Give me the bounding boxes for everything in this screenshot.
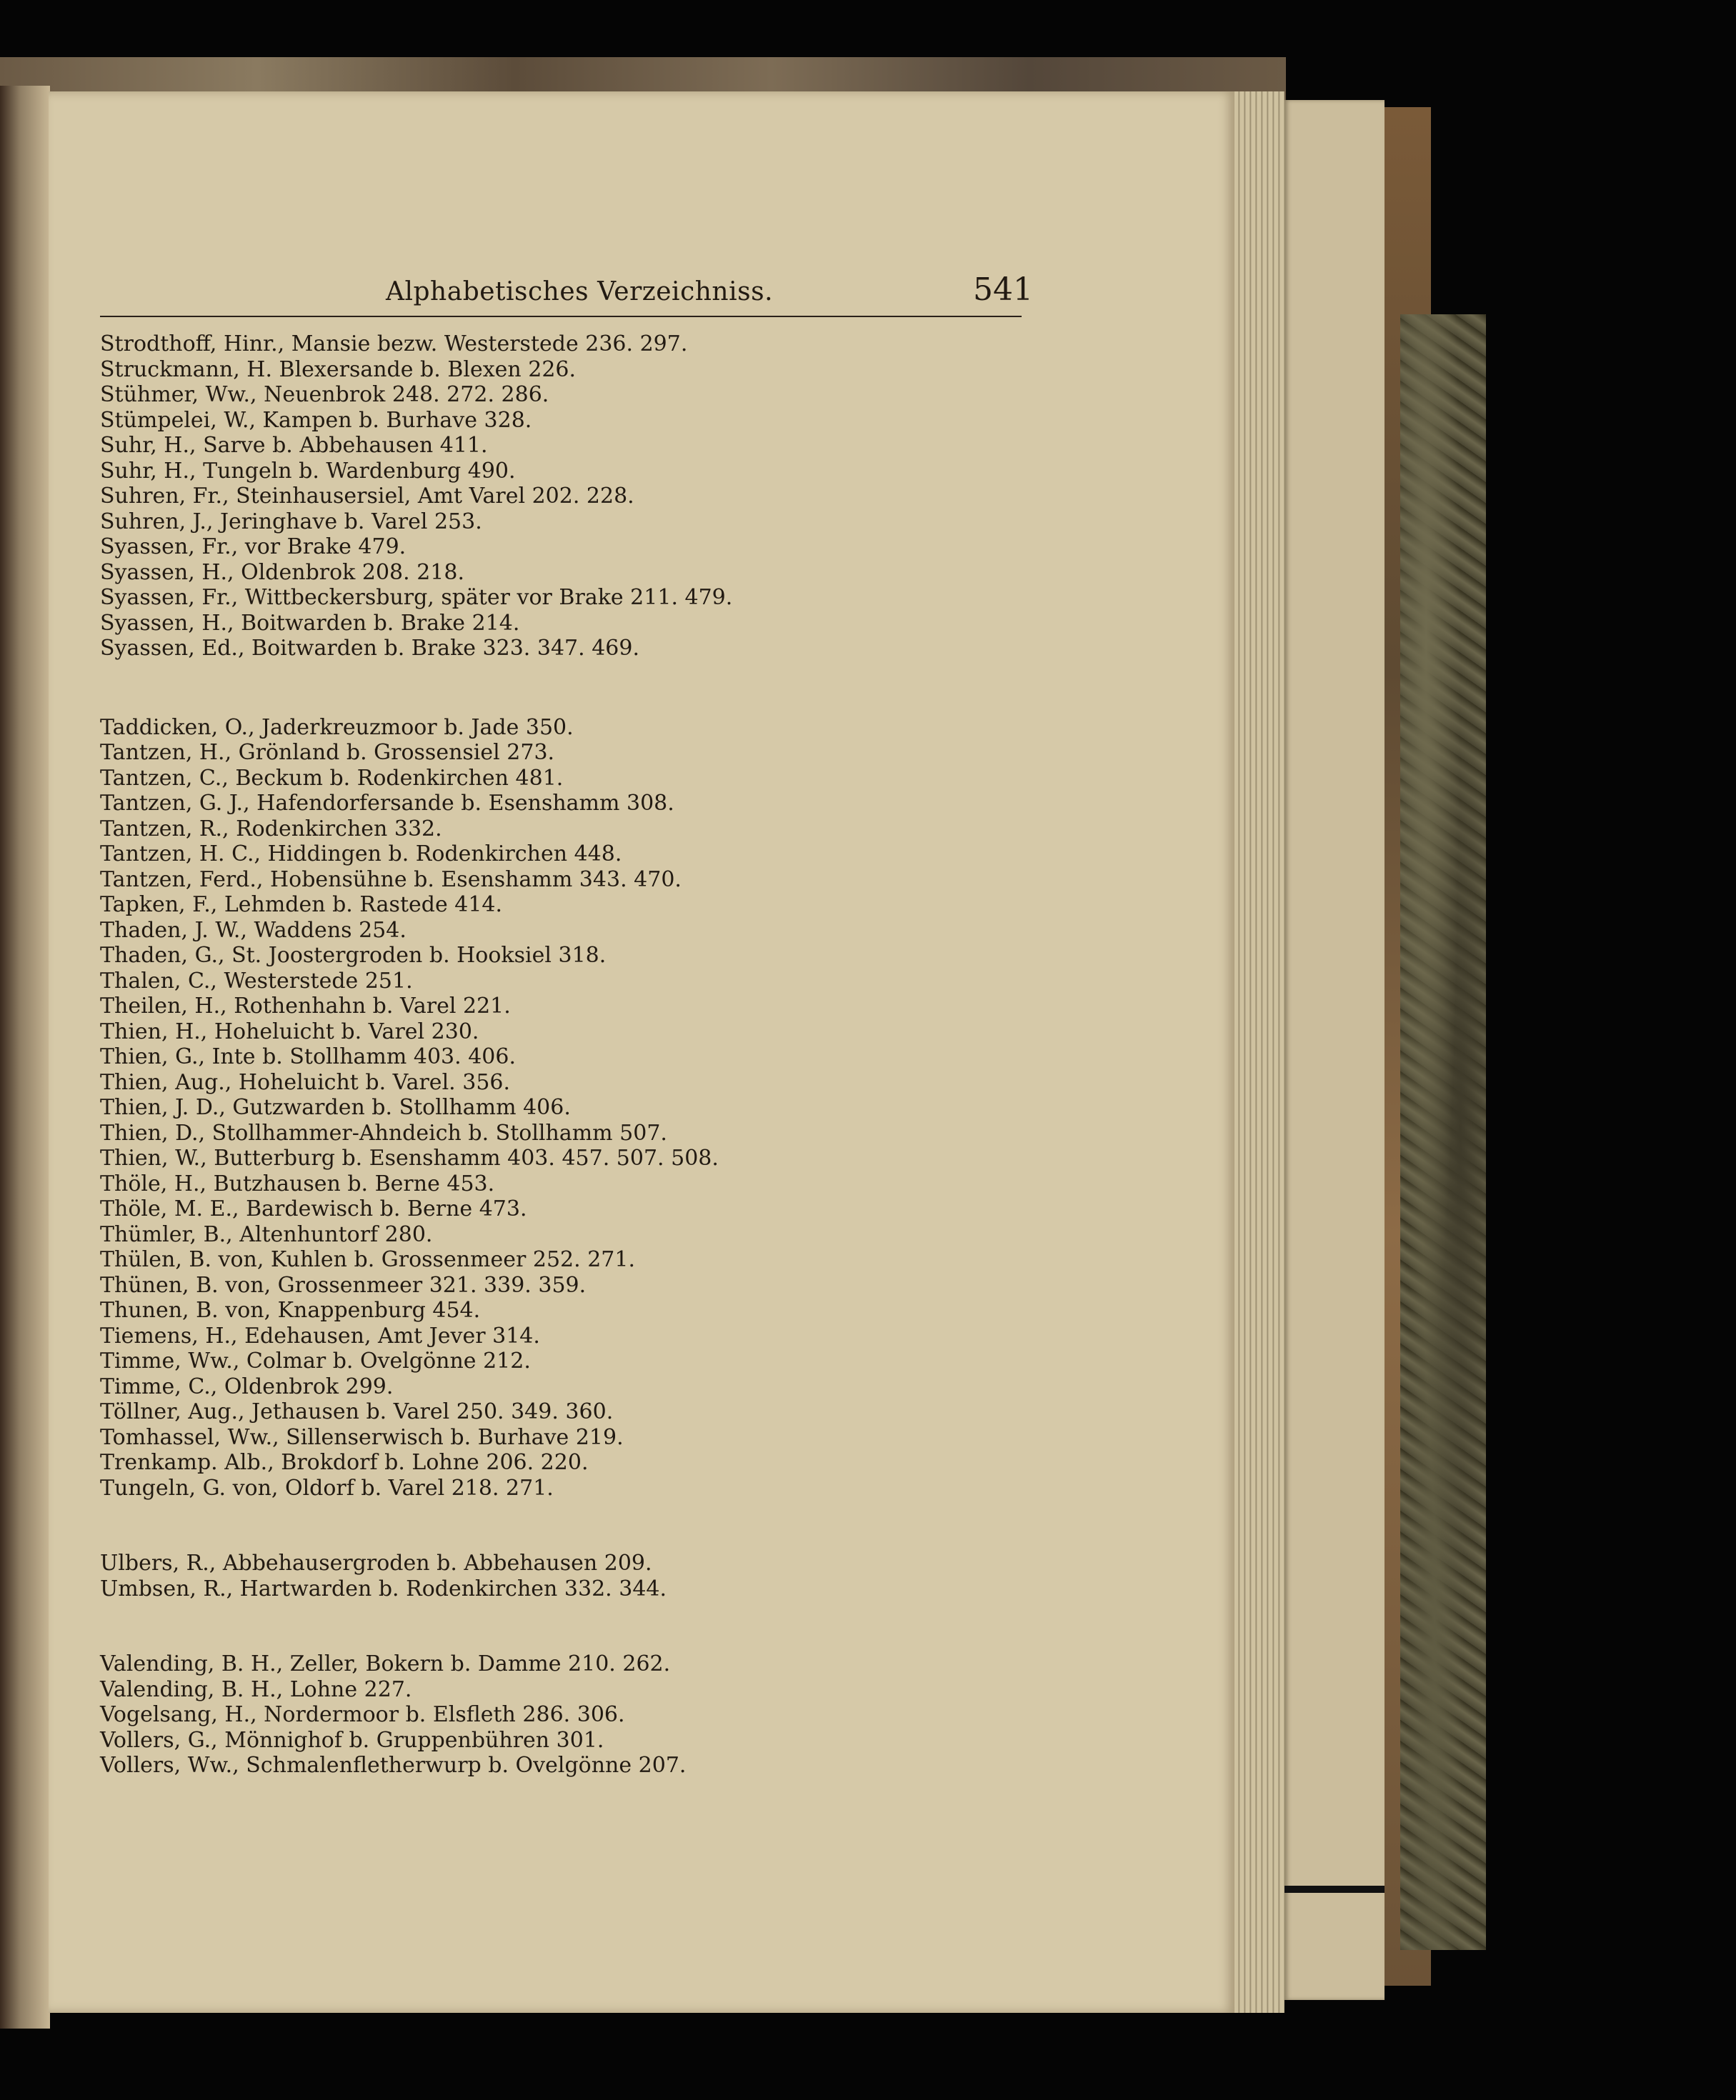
index-entry: Stühmer, Ww., Neuenbrok 248. 272. 286. [100,382,549,407]
section-s [100,331,1029,661]
index-entry: Vollers, G., Mönnighof b. Gruppenbühren 301. [100,1727,604,1753]
index-entry: Thien, W., Butterburg b. Esenshamm 403. 457. 507. 508. [100,1146,719,1171]
index-entry: Timme, Ww., Colmar b. Ovelgönne 212. [100,1349,531,1374]
left-page-edge [0,86,50,2029]
index-entry: Thien, Aug., Hoheluicht b. Varel. 356. [100,1069,511,1095]
index-entry: Taddicken, O., Jaderkreuzmoor b. Jade 350. [100,714,574,740]
index-entry: Tantzen, Ferd., Hobensühne b. Esenshamm 343. 470. [100,866,682,892]
header-rule [100,316,1022,317]
index-entry: Strodthoff, Hinr., Mansie bezw. Westerstede 236. 297. [100,331,688,356]
index-entry: Trenkamp. Alb., Brokdorf b. Lohne 206. 220. [100,1450,589,1475]
index-entry: Vogelsang, H., Nordermoor b. Elsfleth 286. 306. [100,1702,625,1727]
index-entry: Thöle, H., Butzhausen b. Berne 453. [100,1171,495,1196]
running-header [100,271,1033,313]
index-entry: Tantzen, C., Beckum b. Rodenkirchen 481. [100,765,564,791]
index-entry: Thümler, B., Altenhuntorf 280. [100,1221,433,1247]
section-gap [100,1601,1029,1651]
index-entry: Tantzen, H. C., Hiddingen b. Rodenkirchen 448. [100,841,622,866]
section-gap [100,1501,1029,1551]
index-entry: Umbsen, R., Hartwarden b. Rodenkirchen 332. 344. [100,1576,667,1601]
index-entry: Töllner, Aug., Jethausen b. Varel 250. 349. 360. [100,1399,614,1424]
index-entries [100,331,1029,1779]
index-entry: Timme, C., Oldenbrok 299. [100,1374,394,1399]
index-entry: Thien, G., Inte b. Stollhamm 403. 406. [100,1044,516,1069]
page-edges [1234,91,1284,2013]
index-entry: Syassen, Fr., vor Brake 479. [100,534,406,559]
index-entry: Suhren, J., Jeringhave b. Varel 253. [100,509,482,534]
index-entry: Suhr, H., Sarve b. Abbehausen 411. [100,433,488,458]
index-entry: Vollers, Ww., Schmalenfletherwurp b. Ovelgönne 207. [100,1753,687,1778]
index-entry: Tantzen, G. J., Hafendorfersande b. Esenshamm 308. [100,791,674,816]
index-entry: Syassen, H., Boitwarden b. Brake 214. [100,610,520,636]
section-gap [100,661,1029,715]
index-entry: Syassen, Ed., Boitwarden b. Brake 323. 347. 469. [100,636,639,661]
index-entry: Thien, H., Hoheluicht b. Varel 230. [100,1019,479,1044]
page-number: 541 [973,271,1033,308]
index-entry: Thien, D., Stollhammer-Ahndeich b. Stollhamm 507. [100,1120,667,1146]
index-entry: Valending, B. H., Lohne 227. [100,1676,412,1702]
index-entry: Tungeln, G. von, Oldorf b. Varel 218. 271. [100,1475,554,1501]
index-entry: Stümpelei, W., Kampen b. Burhave 328. [100,407,532,433]
index-entry: Tomhassel, Ww., Sillenserwisch b. Burhave 219. [100,1424,624,1450]
index-entry: Thaden, J. W., Waddens 254. [100,917,406,943]
index-entry: Thien, J. D., Gutzwarden b. Stollhamm 406. [100,1095,571,1120]
index-entry: Syassen, H., Oldenbrok 208. 218. [100,559,465,585]
index-entry: Syassen, Fr., Wittbeckersburg, später vor Brake 211. 479. [100,585,733,610]
index-entry: Thaden, G., St. Joostergroden b. Hooksiel 318. [100,943,607,968]
index-entry: Thülen, B. von, Kuhlen b. Grossenmeer 252. 271. [100,1247,635,1272]
header-title: Alphabetisches Verzeichniss. [386,277,774,306]
index-entry: Struckmann, H. Blexersande b. Blexen 226. [100,356,577,382]
section-v [100,1651,1029,1779]
right-page-stack [1284,100,1385,2000]
index-entry: Tantzen, H., Grönland b. Grossensiel 273. [100,740,555,765]
index-entry: Thöle, M. E., Bardewisch b. Berne 473. [100,1196,527,1221]
index-entry: Tiemens, H., Edehausen, Amt Jever 314. [100,1323,540,1349]
index-entry: Suhr, H., Tungeln b. Wardenburg 490. [100,458,516,484]
index-entry: Thunen, B. von, Knappenburg 454. [100,1298,481,1323]
page-text [100,271,1033,1778]
index-entry: Ulbers, R., Abbehausergroden b. Abbehausen 209. [100,1551,652,1576]
section-u [100,1551,1029,1601]
marbled-cover [1400,314,1486,1950]
section-t [100,715,1029,1501]
index-entry: Valending, B. H., Zeller, Bokern b. Damme 210. 262. [100,1651,671,1676]
index-entry: Thünen, B. von, Grossenmeer 321. 339. 359. [100,1272,587,1298]
index-entry: Theilen, H., Rothenhahn b. Varel 221. [100,994,511,1019]
index-entry: Suhren, Fr., Steinhausersiel, Amt Varel 202. 228. [100,484,634,509]
index-entry: Tantzen, R., Rodenkirchen 332. [100,816,442,841]
index-entry: Thalen, C., Westerstede 251. [100,968,413,994]
index-entry: Tapken, F., Lehmden b. Rastede 414. [100,892,503,917]
